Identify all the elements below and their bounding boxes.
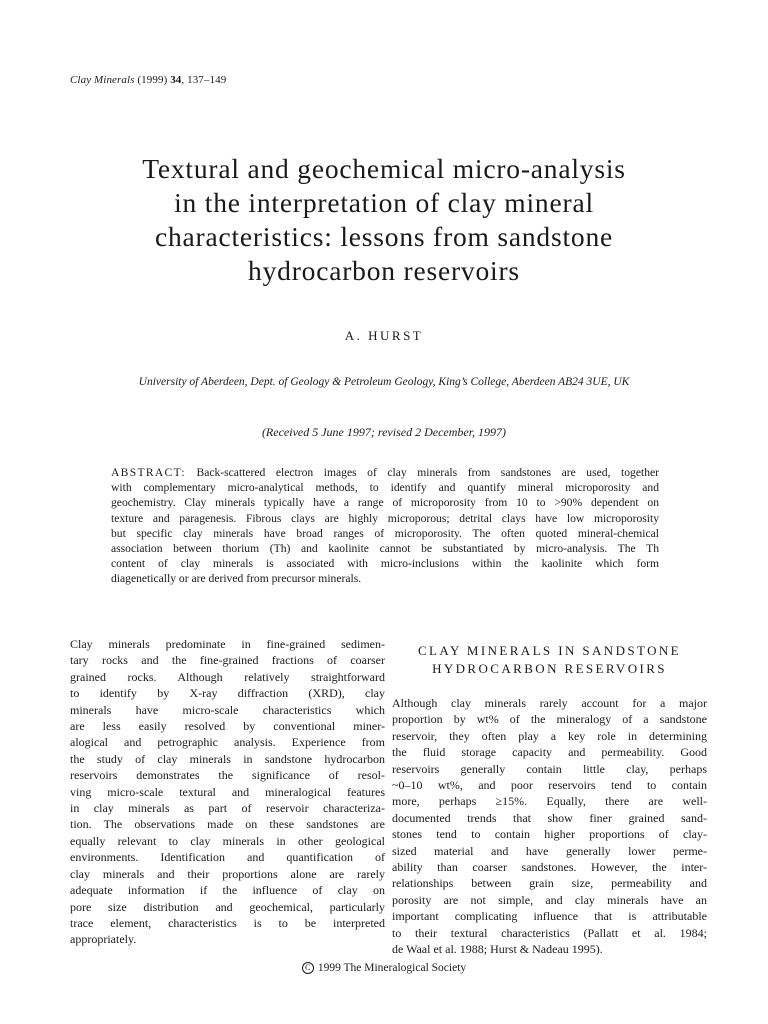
body-line: ability than coarser sandstones. However, the inter- [392,860,707,875]
body-line: Clay minerals predominate in fine-grained sedimen- [70,637,385,651]
body-line: tion. The observations made on these sandstones are [70,817,385,832]
body-line: appropriately. [70,932,137,947]
abstract-first-line-text: Back-scattered electron images of clay minerals from sandstones are used, together [185,466,659,479]
section-heading-line: HYDROCARBON RESERVOIRS [432,661,667,676]
body-line: equally relevant to clay minerals in other geological [70,833,385,848]
body-line: grained rocks. Although relatively straightforward [70,669,385,684]
body-line: ~0–10 wt%, and poor reservoirs tend to contain [392,778,707,793]
introduction-column [70,636,385,948]
abstract-line: but specific clay minerals have broad ranges of microporosity. The often quoted mineral-chemical [111,526,659,540]
abstract-line: content of clay minerals is associated with micro-inclusions within the kaolinite which form [111,557,659,571]
body-line: alogical and petrographic analysis. Experience from [70,735,385,750]
abstract-label: ABSTRACT: [111,466,186,479]
body-line: are less easily resolved by conventional miner- [70,719,385,734]
body-line: documented trends that show finer grained sand- [392,810,707,825]
title-line: Textural and geochemical micro-analysis [142,153,626,184]
article-title [60,152,708,288]
journal-name: Clay Minerals [70,74,135,86]
body-line: in clay minerals as part of reservoir characteriza- [70,801,385,816]
abstract-line: texture and paragenesis. Fibrous clays are highly microporous; detrital clays have low microporosity [111,511,659,525]
copyright-text: 1999 The Mineralogical Society [317,962,467,974]
author-affiliation: University of Aberdeen, Dept. of Geology & Petroleum Geology, King’s College, Aberdeen AB24 3UE, UK [138,376,630,388]
body-line: the fluid storage capacity and permeability. Good [392,745,707,760]
body-line: to their textural characteristics (Pallatt et al. 1984; [392,925,707,940]
abstract-line: with complementary micro-analytical methods, to identify and quantify mineral microporosity and [111,481,659,495]
body-line: minerals have micro-scale characteristics which [70,702,385,717]
journal-citation [70,74,226,86]
title-line: hydrocarbon reservoirs [248,255,520,286]
body-line: clay minerals and their proportions alone are rarely [70,866,385,881]
body-line: ving micro-scale textural and mineralogical features [70,784,385,799]
section-heading [392,642,707,678]
clay-minerals-section [392,636,707,958]
copyright-icon: C [302,962,314,974]
body-line: environments. Identification and quantification of [70,850,385,865]
body-line: reservoirs demonstrates the significance of resol- [70,768,385,783]
abstract-line: geochemistry. Clay minerals typically have a range of microporosity from 10 to >90% dependent on [111,496,659,510]
title-line: characteristics: lessons from sandstone [154,221,614,252]
body-line: relationships between grain size, permeability and [392,876,707,891]
body-line: stones tend to contain higher proportions of clay- [392,827,707,842]
received-dates: (Received 5 June 1997; revised 2 December, 1997) [261,425,507,439]
journal-pages: , 137–149 [181,74,227,86]
abstract [111,465,659,587]
body-line: de Waal et al. 1988; Hurst & Nadeau 1995). [392,942,603,957]
title-line: in the interpretation of clay mineral [174,187,594,218]
body-line: sized material and have generally lower perme- [392,843,707,858]
abstract-line [111,465,659,480]
body-line: important complicating influence that is attributable [392,909,707,924]
copyright-footer [0,962,768,974]
body-line: more, perhaps ≥15%. Equally, there are well- [392,794,707,809]
abstract-line: association between thorium (Th) and kaolinite cannot be substantiated by micro-analysis. The Th [111,542,659,556]
body-line: proportion by wt% of the mineralogy of a sandstone [392,712,707,727]
body-line: the study of clay minerals in sandstone hydrocarbon [70,751,385,766]
body-line: to identify by X-ray diffraction (XRD), clay [70,686,385,701]
body-line: pore size distribution and geochemical, particularly [70,899,385,914]
body-line: trace element, characteristics is to be interpreted [70,915,385,930]
body-line: porosity are not simple, and clay minerals have an [392,892,707,907]
journal-volume: 34 [170,74,182,86]
journal-year: (1999) [137,74,168,86]
section-heading-line: CLAY MINERALS IN SANDSTONE [417,643,682,658]
abstract-line: diagenetically or are derived from precursor minerals. [111,572,362,586]
author-name: A. HURST [344,328,424,343]
body-line: Although clay minerals rarely account for a major [392,696,707,710]
body-line: reservoir, they often play a key role in determining [392,728,707,743]
body-line: adequate information if the influence of clay on [70,883,385,898]
body-line: reservoirs generally contain little clay, perhaps [392,761,707,776]
body-line: tary rocks and the fine-grained fractions of coarser [70,653,385,668]
